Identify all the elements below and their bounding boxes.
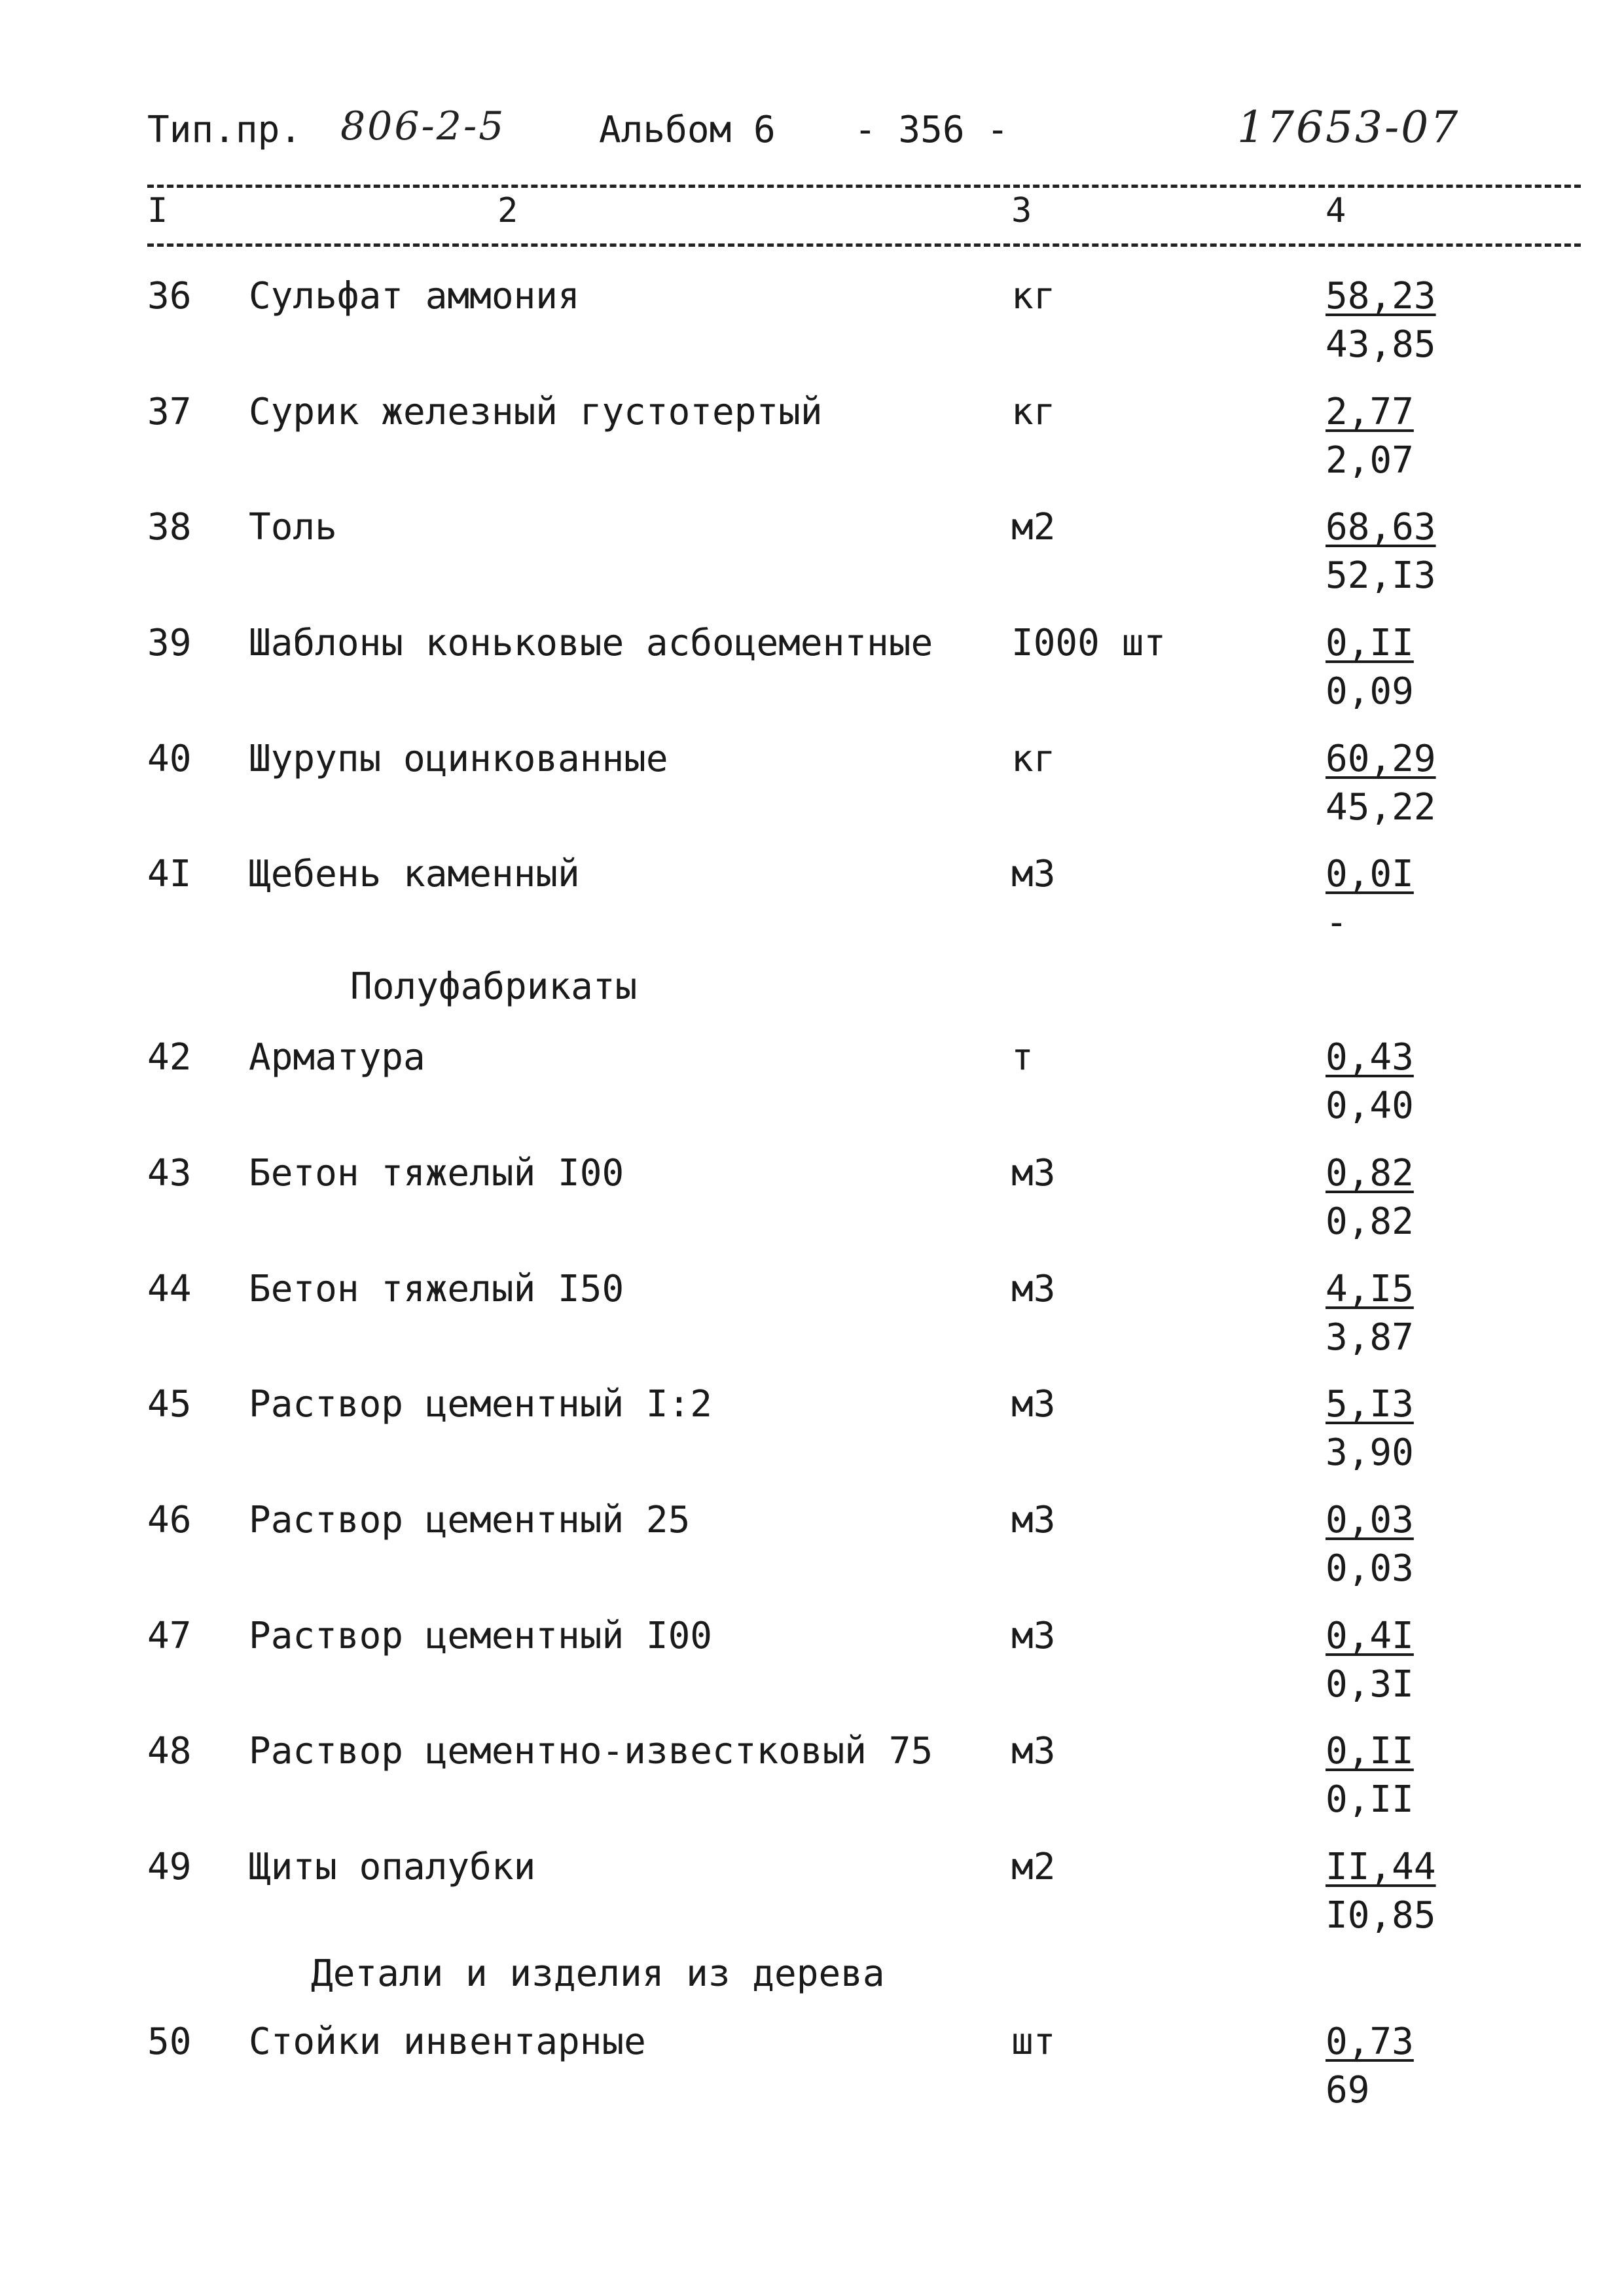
- table-row: [0, 1499, 1624, 1604]
- quantity-upper: 0,II: [1326, 622, 1414, 664]
- table-row: [0, 1383, 1624, 1488]
- quantity-upper: 0,73: [1326, 2021, 1414, 2063]
- material-name: Сурик железный густотертый: [249, 391, 823, 433]
- typical-project-label: Тип.пр.: [147, 109, 302, 151]
- quantity-upper: 0,43: [1326, 1036, 1414, 1079]
- quantity-upper: 0,II: [1326, 1730, 1414, 1772]
- material-name: Стойки инвентарные: [249, 2021, 646, 2063]
- material-name: Щебень каменный: [249, 853, 580, 895]
- table-row: [0, 1846, 1624, 1950]
- row-number: 4I: [147, 853, 192, 895]
- unit-of-measure: кг: [1011, 391, 1056, 433]
- material-name: Щиты опалубки: [249, 1846, 536, 1888]
- material-name: Раствор цементно-известковый 75: [249, 1730, 933, 1772]
- table-row: [0, 1730, 1624, 1835]
- material-name: Бетон тяжелый I50: [249, 1268, 624, 1310]
- column-header-3: 3: [1011, 191, 1032, 230]
- material-name: Раствор цементный 25: [249, 1499, 691, 1541]
- unit-of-measure: шт: [1011, 2021, 1056, 2063]
- unit-of-measure: м3: [1011, 853, 1056, 895]
- unit-of-measure: м3: [1011, 1730, 1056, 1772]
- unit-of-measure: м2: [1011, 1846, 1056, 1888]
- quantity-upper: 0,03: [1326, 1499, 1414, 1541]
- column-header-1: I: [147, 191, 168, 230]
- row-number: 37: [147, 391, 192, 433]
- row-number: 46: [147, 1499, 192, 1541]
- quantity-upper: II,44: [1326, 1846, 1436, 1888]
- row-number: 42: [147, 1036, 192, 1079]
- material-name: Сульфат аммония: [249, 275, 580, 317]
- material-name: Бетон тяжелый I00: [249, 1152, 624, 1194]
- row-number: 50: [147, 2021, 192, 2063]
- quantity-lower: 3,90: [1326, 1431, 1414, 1474]
- document-number-handwritten: 17653-07: [1237, 102, 1460, 153]
- quantity-upper: 0,0I: [1326, 853, 1414, 895]
- page-number: - 356 -: [854, 109, 1009, 151]
- quantity-lower: 2,07: [1326, 439, 1414, 482]
- material-name: Раствор цементный I00: [249, 1615, 713, 1657]
- unit-of-measure: м2: [1011, 506, 1056, 548]
- row-number: 38: [147, 506, 192, 548]
- quantity-lower: 0,3I: [1326, 1663, 1414, 1706]
- quantity-upper: 60,29: [1326, 738, 1436, 780]
- material-name: Раствор цементный I:2: [249, 1383, 713, 1426]
- material-name: Шурупы оцинкованные: [249, 738, 668, 780]
- table-row: [0, 391, 1624, 495]
- row-number: 49: [147, 1846, 192, 1888]
- row-number: 48: [147, 1730, 192, 1772]
- table-row: [0, 506, 1624, 611]
- quantity-lower: 0,03: [1326, 1547, 1414, 1590]
- table-row: [0, 2021, 1624, 2125]
- unit-of-measure: м3: [1011, 1268, 1056, 1310]
- column-header-4: 4: [1326, 191, 1346, 230]
- row-number: 36: [147, 275, 192, 317]
- table-row: [0, 1268, 1624, 1373]
- table-row: [0, 1152, 1624, 1257]
- quantity-upper: 68,63: [1326, 506, 1436, 548]
- quantity-lower: I0,85: [1326, 1894, 1436, 1937]
- quantity-upper: 2,77: [1326, 391, 1414, 433]
- column-header-2: 2: [497, 191, 518, 230]
- table-row: [0, 275, 1624, 380]
- quantity-lower: 0,09: [1326, 670, 1414, 713]
- section-heading-semi-finished: Полуфабрикаты: [350, 965, 638, 1008]
- row-number: 44: [147, 1268, 192, 1310]
- quantity-lower: 0,82: [1326, 1200, 1414, 1243]
- row-number: 40: [147, 738, 192, 780]
- unit-of-measure: м3: [1011, 1383, 1056, 1426]
- quantity-lower: 45,22: [1326, 786, 1436, 829]
- quantity-lower: 69: [1326, 2069, 1370, 2111]
- material-name: Арматура: [249, 1036, 425, 1079]
- table-row: [0, 1036, 1624, 1141]
- material-name: Шаблоны коньковые асбоцементные: [249, 622, 933, 664]
- row-number: 43: [147, 1152, 192, 1194]
- quantity-upper: 4,I5: [1326, 1268, 1414, 1310]
- album-label: Альбом 6: [599, 109, 776, 151]
- quantity-lower: 43,85: [1326, 323, 1436, 366]
- unit-of-measure: м3: [1011, 1499, 1056, 1541]
- unit-of-measure: кг: [1011, 738, 1056, 780]
- unit-of-measure: т: [1011, 1036, 1034, 1079]
- quantity-lower: 3,87: [1326, 1316, 1414, 1359]
- table-row: [0, 853, 1624, 958]
- unit-of-measure: м3: [1011, 1152, 1056, 1194]
- section-heading-wood-parts: Детали и изделия из дерева: [311, 1952, 885, 1995]
- material-name: Толь: [249, 506, 337, 548]
- quantity-lower: 0,40: [1326, 1085, 1414, 1127]
- quantity-upper: 5,I3: [1326, 1383, 1414, 1426]
- row-number: 47: [147, 1615, 192, 1657]
- series-number-handwritten: 806-2-5: [340, 103, 506, 149]
- quantity-upper: 0,82: [1326, 1152, 1414, 1194]
- row-number: 45: [147, 1383, 192, 1426]
- unit-of-measure: кг: [1011, 275, 1056, 317]
- unit-of-measure: I000 шт: [1011, 622, 1166, 664]
- table-row: [0, 738, 1624, 842]
- row-number: 39: [147, 622, 192, 664]
- quantity-upper: 58,23: [1326, 275, 1436, 317]
- quantity-lower: 52,I3: [1326, 554, 1436, 597]
- quantity-upper: 0,4I: [1326, 1615, 1414, 1657]
- table-row: [0, 1615, 1624, 1719]
- unit-of-measure: м3: [1011, 1615, 1056, 1657]
- quantity-lower: -: [1326, 901, 1348, 944]
- table-row: [0, 622, 1624, 727]
- quantity-lower: 0,II: [1326, 1778, 1414, 1821]
